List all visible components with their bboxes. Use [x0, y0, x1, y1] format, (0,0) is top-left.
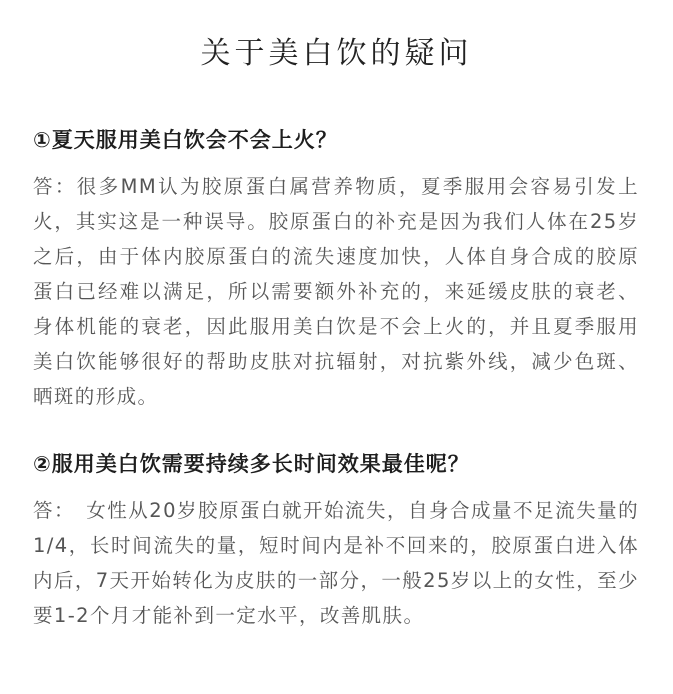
faq-question-1: ①夏天服用美白饮会不会上火？: [33, 128, 338, 152]
faq-answer-1: 答：很多MM认为胶原蛋白属营养物质，夏季服用会容易引发上火，其实这是一种误导。胶原蛋白的补充是因为我们人体在25岁之后，由于体内胶原蛋白的流失速度加快，人体自身合成的胶原蛋白已经难以满足，所以需要额外补充的，来延缓皮肤的衰老、身体机能的衰老，因此服用美白饮是不会上火的，并且夏季服用美白饮能够很好的帮助皮肤对抗辐射，对抗紫外线，减少色斑、晒斑的形成。: [33, 175, 639, 408]
page-title: 关于美白饮的疑问: [200, 36, 473, 71]
faq-section-2: [33, 450, 639, 633]
faq-answer-2: 答： 女性从20岁胶原蛋白就开始流失，自身合成量不足流失量的1/4，长时间流失的量，短时间内是补不回来的，胶原蛋白进入体内后，7天开始转化为皮肤的一部分，一般25岁以上的女性，至少要1-2个月才能补到一定水平，改善肌肤。: [33, 499, 639, 627]
faq-question-2: ②服用美白饮需要持续多长时间效果最佳呢？: [33, 452, 470, 476]
faq-section-1: [33, 126, 639, 414]
